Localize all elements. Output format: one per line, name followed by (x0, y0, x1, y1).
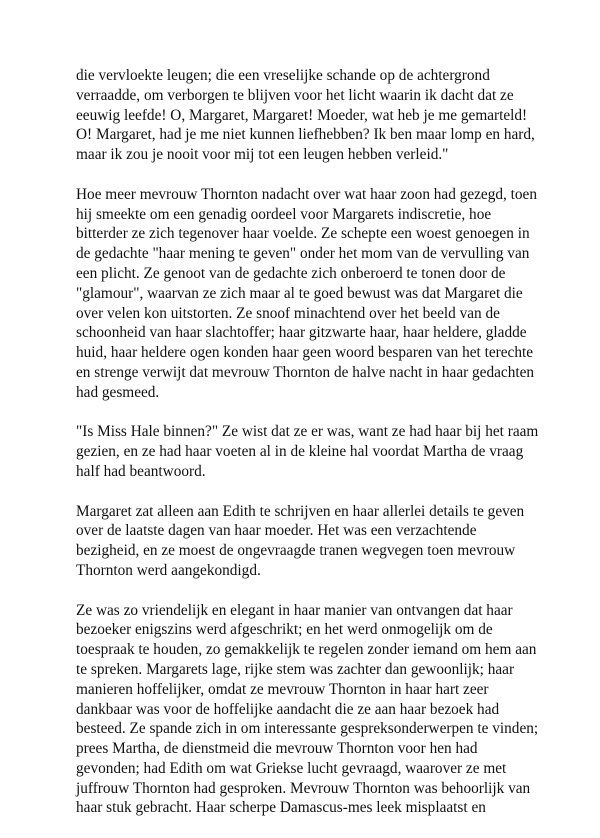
text-line: Margaret zat alleen aan Edith te schrijven en haar allerlei details te geven (76, 502, 525, 520)
text-line: juffrouw Thornton had gesproken. Mevrouw Thornton was behoorlijk van (76, 779, 531, 797)
text-line: toespraak te houden, zo gemakkelijk te regelen zonder iemand om hem aan (76, 641, 537, 659)
text-line: verraadde, om verborgen te blijven voor het licht waarin ik dacht dat ze (76, 86, 514, 104)
text-line: eeuwig leefde! O, Margaret, Margaret! Moeder, wat heb je me gemarteld! (76, 106, 528, 124)
text-line: bitterder ze zich tegenover haar voelde. Ze schepte een woest genoegen in (76, 225, 530, 243)
text-line: de gedachte "haar mening te geven" onder het mom van de vervulling van (76, 245, 530, 263)
text-line: O! Margaret, had je me niet kunnen liefhebben? Ik ben maar lomp en hard, (76, 126, 535, 144)
text-line: Hoe meer mevrouw Thornton nadacht over wat haar zoon had gezegd, toen (76, 185, 537, 203)
text-line: te spreken. Margarets lage, rijke stem was zachter dan gewoonlijk; haar (76, 660, 515, 678)
text-line: Ze was zo vriendelijk en elegant in haar manier van ontvangen dat haar (76, 601, 513, 619)
text-line: besteed. Ze spande zich in om interessante gespreksonderwerpen te vinden; (76, 720, 539, 738)
text-line: en strenge verwijt dat mevrouw Thornton de halve nacht in haar gedachten (76, 363, 535, 381)
text-line: bezigheid, en ze moest de ongevraagde tranen wegvegen toen mevrouw (76, 542, 516, 560)
paragraph-1 (76, 66, 535, 165)
text-line: die vervloekte leugen; die een vreselijke schande op de achtergrond (76, 67, 490, 84)
text-line: manieren hoffelijker, omdat ze mevrouw Thornton in haar hart zeer (76, 680, 489, 698)
text-line: "glamour", waarvan ze zich maar al te goed bewust was dat Margaret die (76, 284, 523, 302)
text-line: hij smeekte om een genadig oordeel voor Margarets indiscretie, hoe (76, 205, 492, 223)
text-line: prees Martha, de dienstmeid die mevrouw Thornton voor hen had (76, 740, 478, 758)
paragraph-5 (76, 601, 539, 819)
text-line: over de laatste dagen van haar moeder. Het was een verzachtende (76, 522, 477, 540)
text-line: gevonden; had Edith om wat Griekse lucht gevraagd, waarover ze met (76, 759, 507, 777)
text-line: maar ik zou je nooit voor mij tot een leugen hebben verleid." (76, 146, 449, 164)
text-line: dankbaar was voor de hoffelijke aandacht die ze aan haar bezoek had (76, 700, 500, 718)
text-line: half had beantwoord. (76, 462, 206, 480)
text-line: haar stuk gebracht. Haar scherpe Damascus-mes leek misplaatst en (76, 799, 486, 817)
text-line: gezien, en ze had haar voeten al in de kleine hal voordat Martha de vraag (76, 443, 524, 461)
text-line: "Is Miss Hale binnen?" Ze wist dat ze er was, want ze had haar bij het raam (76, 423, 539, 441)
document-page (76, 66, 539, 838)
text-line: schoonheid van haar slachtoffer; haar gitzwarte haar, haar heldere, gladde (76, 324, 527, 342)
text-line: huid, haar heldere ogen konden haar geen woord besparen van het terechte (76, 344, 534, 362)
text-line: had gesmeed. (76, 383, 160, 401)
paragraph-4 (76, 502, 526, 581)
paragraph-2 (76, 185, 537, 403)
paragraph-3 (76, 422, 539, 481)
text-line: Thornton werd aangekondigd. (76, 561, 261, 579)
text-line: over velen kon uitstorten. Ze snoof minachtend over het beeld van de (76, 304, 500, 322)
text-line: bezoeker enigszins werd afgeschrikt; en het werd onmogelijk om de (76, 621, 493, 639)
text-line: een plicht. Ze genoot van de gedachte zich onberoerd te tonen door de (76, 264, 506, 282)
